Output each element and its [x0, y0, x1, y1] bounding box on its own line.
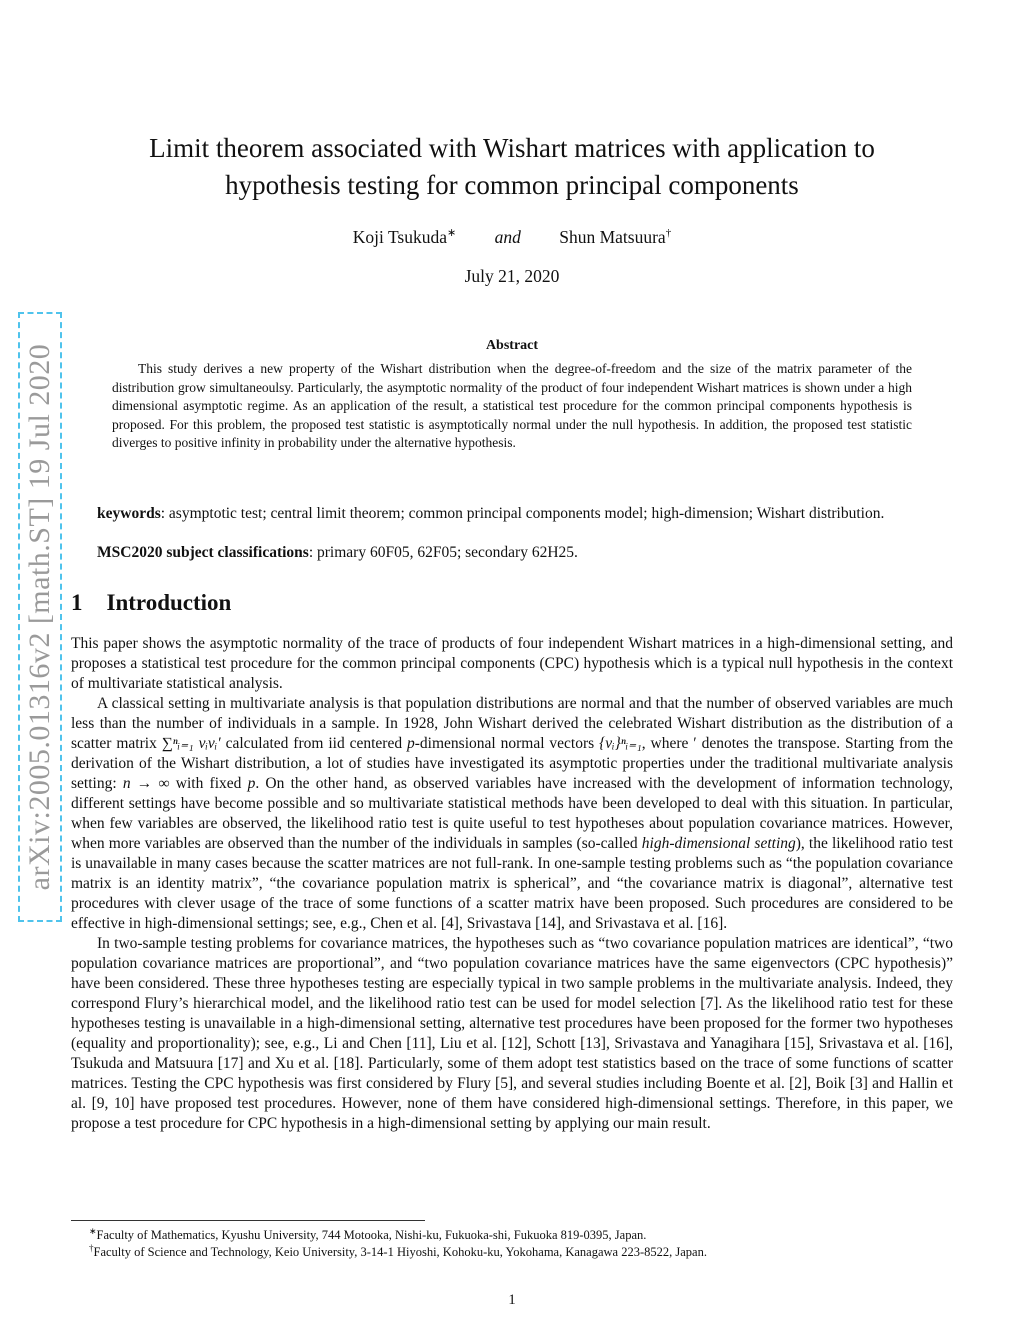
keywords-label: keywords — [97, 505, 161, 522]
emph-high-dimensional: high-dimensional setting — [641, 835, 796, 852]
paragraph-2-a: A classical setting in multivariate analysis is that population distributions are normal and that the number of observed variables are much less than the number of individuals in a sample. In 1928, John Wishart derived the celebrated Wishart distribution as the distribution of a scatter matrix — [71, 695, 953, 752]
section-title: Introduction — [106, 590, 232, 615]
abstract-body: This study derives a new property of the Wishart distribution when the degree-of-freedom and the size of the matrix parameter of the distribution grow simultaneoulsy. Particularly, the asymptotic normality of the product of four independent Wishart matrices is shown under a high dimensional asymptotic regime. As an application of the result, a statistical test procedure for the common principal components hypothesis is proposed. For this problem, the proposed test statistic is asymptotically normal under the null hypothesis. In addition, the proposed test statistic diverges to positive infinity in probability under the alternative hypothesis. — [112, 361, 912, 450]
math-limit: n → ∞ — [122, 775, 170, 792]
paragraph-2-d: , where ′ denotes the transpose. Starting from the derivation of the Wishart distribution, a lot of studies have investigated its asymptotic properties under the traditional multivariate analysis setting: — [71, 735, 954, 792]
author-1: Koji Tsukuda — [352, 226, 448, 247]
paragraph-2-e: with fixed — [169, 775, 248, 792]
section-number: 1 — [71, 590, 83, 615]
footnote-2 — [71, 1243, 953, 1260]
footnote-1 — [71, 1226, 953, 1243]
title-line-1: Limit theorem associated with Wishart matrices with application to — [149, 133, 875, 163]
section-heading — [71, 590, 231, 616]
footnote-1-text: Faculty of Mathematics, Kyushu University, 744 Motooka, Nishi-ku, Fukuoka-shi, Fukuoka 819-0395, Japan. — [96, 1228, 647, 1243]
footnote-2-mark: † — [89, 1243, 94, 1253]
paper-title — [110, 130, 914, 204]
and-word: and — [494, 226, 521, 247]
footnote-1-mark: ∗ — [89, 1226, 97, 1236]
intro-body — [71, 634, 953, 1134]
keywords — [71, 504, 953, 524]
keywords-text: : asymptotic test; central limit theorem; common principal components model; high-dimension; Wishart distribution. — [160, 505, 885, 522]
math-sum: ∑ⁿᵢ₌₁ vᵢvᵢ′ — [161, 735, 221, 752]
authors — [0, 226, 1024, 248]
math-p: p — [407, 735, 415, 752]
arxiv-stamp — [18, 312, 62, 922]
footnote-2-text: Faculty of Science and Technology, Keio University, 3-14-1 Hiyoshi, Kohoku-ku, Yokohama, Kanagawa 223-8522, Japan. — [93, 1245, 707, 1260]
paragraph-2 — [71, 694, 953, 934]
author-1-mark: ∗ — [447, 227, 457, 239]
msc-classification — [71, 543, 953, 563]
math-p-fixed: p — [247, 775, 256, 792]
msc-text: : primary 60F05, 62F05; secondary 62H25. — [308, 544, 578, 561]
abstract-title: Abstract — [485, 338, 539, 353]
paragraph-2-g: ), the likelihood ratio test is unavailable in many cases because the scatter matrices are not full-rank. In one-sample testing problems such as “the population covariance matrix is an identity matrix”, “the covariance population matrix is spherical”, and “the covariance matrix is diagonal”, alternative test procedures with clever usage of the trace of some functions of a scatter matrix have been proposed. Such procedures are considered to be effective in high-dimensional settings; see, e.g., Chen et al. [4], Srivastava [14], and Srivastava et al. [16]. — [71, 835, 954, 932]
arxiv-stamp-text: arXiv:2005.01316v2 [math.ST] 19 Jul 2020 — [23, 343, 56, 891]
author-2: Shun Matsuura — [559, 226, 666, 247]
math-set: {vᵢ}ⁿᵢ₌₁ — [599, 735, 642, 752]
paragraph-2-c: -dimensional normal vectors — [414, 735, 600, 752]
page-number: 1 — [508, 1292, 516, 1308]
footnote-rule — [71, 1220, 425, 1221]
paragraph-3: In two-sample testing problems for covariance matrices, the hypotheses such as “two covariance population matrices are identical”, “two population covariance matrices are proportional”, and “two population covariance matrices have the same eigenvectors (CPC hypothesis)” have been considered. These three hypotheses testing are especially typical in two sample problems in the multivariate analysis. Indeed, they correspond Flury’s hierarchical model, and the likelihood ratio test can be used for model selection [7]. As the likelihood ratio test for these hypotheses testing is unavailable in a high-dimensional setting, alternative test procedures have been proposed for the former two hypotheses (equality and proportionality); see, e.g., Li and Chen [11], Liu et al. [12], Schott [13], Srivastava and Yanagihara [15], Srivastava et al. [16], Tsukuda and Matsuura [17] and Xu et al. [18]. Particularly, some of them adopt test statistics based on the trace of some functions of scatter matrices. Testing the CPC hypothesis was first considered by Flury [5], and several studies including Boente et al. [2], Boik [3] and Hallin et al. [9, 10] have proposed test procedures. However, none of them have considered high-dimensional settings. Therefore, in this paper, we propose a test procedure for CPC hypothesis in a high-dimensional setting by applying our main result. — [71, 935, 953, 1132]
title-line-2: hypothesis testing for common principal components — [225, 170, 799, 200]
paragraph-2-b: calculated from iid centered — [220, 735, 408, 752]
paragraph-2-f: . On the other hand, as observed variables have increased with the development of information technology, different settings have become possible and so multivariate statistical methods have been developed to deal with this situation. In particular, when few variables are observed, the likelihood ratio test is quite useful to test hypotheses about population covariance matrices. However, when more variables are observed than the number of the individuals in samples (so-called — [71, 775, 953, 852]
author-2-mark: † — [665, 227, 672, 239]
paper-date: July 21, 2020 — [464, 266, 560, 286]
msc-label: MSC2020 subject classifications — [97, 544, 309, 561]
paragraph-1: This paper shows the asymptotic normality of the trace of products of four independent Wishart matrices in a high-dimensional setting, and proposes a statistical test procedure for the common principal components (CPC) hypothesis which is a typical null hypothesis in the context of multivariate statistical analysis. — [71, 635, 953, 692]
